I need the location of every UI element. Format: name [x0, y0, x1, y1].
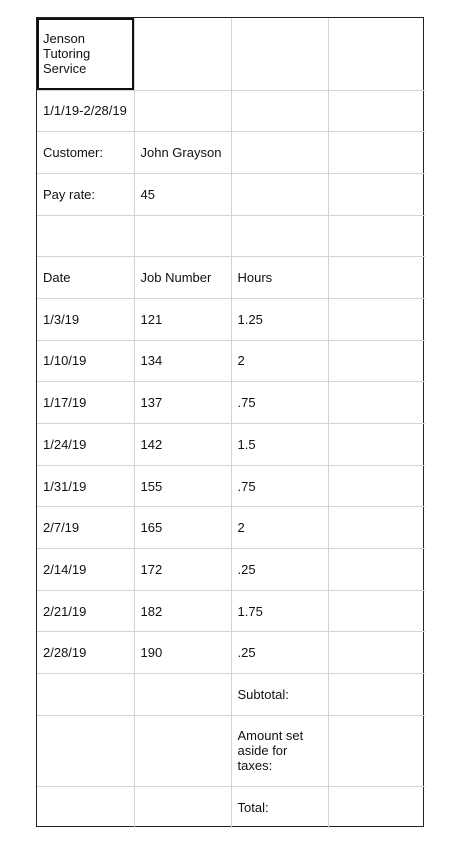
empty-cell[interactable] — [231, 132, 328, 174]
hours-value: 2 — [237, 520, 245, 536]
total-label: Total: — [237, 799, 269, 815]
payrate-value: 45 — [140, 186, 155, 202]
job-number-value: 155 — [140, 478, 163, 494]
table-row — [37, 632, 425, 674]
empty-cell[interactable] — [37, 786, 134, 828]
company-row — [37, 18, 425, 90]
empty-cell[interactable] — [134, 715, 231, 786]
payrate-label: Pay rate: — [43, 186, 96, 202]
empty-cell[interactable] — [231, 215, 328, 257]
hours-cell[interactable] — [231, 507, 328, 549]
taxes-value-cell[interactable] — [328, 715, 425, 786]
hours-cell[interactable] — [231, 632, 328, 674]
table-row — [37, 298, 425, 340]
job-number-header: Job Number — [140, 270, 212, 286]
billing-period: 1/1/19-2/28/19 — [43, 103, 127, 119]
empty-cell[interactable] — [37, 715, 134, 786]
job-cell[interactable] — [134, 298, 231, 340]
hours-value: 2 — [237, 353, 245, 369]
date-value: 1/17/19 — [43, 395, 87, 411]
job-number-value: 134 — [140, 353, 163, 369]
total-value-cell[interactable] — [328, 786, 425, 828]
payrate-label-cell[interactable] — [37, 173, 134, 215]
table-row — [37, 382, 425, 424]
job-number-value: 142 — [140, 436, 163, 452]
hours-value: .25 — [237, 645, 256, 661]
job-cell[interactable] — [134, 549, 231, 591]
company-name-cell[interactable] — [37, 18, 134, 90]
empty-cell[interactable] — [328, 549, 425, 591]
customer-label: Customer: — [43, 145, 103, 161]
hours-value: .75 — [237, 395, 256, 411]
table-row — [37, 507, 425, 549]
empty-cell[interactable] — [328, 173, 425, 215]
empty-cell[interactable] — [328, 340, 425, 382]
hours-value: 1.75 — [237, 603, 263, 619]
payrate-value-cell[interactable] — [134, 173, 231, 215]
hours-value: .25 — [237, 561, 256, 577]
job-number-value: 137 — [140, 395, 163, 411]
empty-cell[interactable] — [328, 590, 425, 632]
empty-cell[interactable] — [328, 215, 425, 257]
hours-cell[interactable] — [231, 549, 328, 591]
job-cell[interactable] — [134, 340, 231, 382]
hours-header-cell[interactable] — [231, 257, 328, 299]
invoice-table — [37, 18, 425, 828]
hours-value: 1.25 — [237, 311, 263, 327]
empty-cell[interactable] — [134, 18, 231, 90]
date-cell[interactable] — [37, 507, 134, 549]
empty-cell[interactable] — [37, 215, 134, 257]
hours-value: 1.5 — [237, 436, 256, 452]
subtotal-row — [37, 674, 425, 716]
empty-cell[interactable] — [328, 18, 425, 90]
date-value: 1/10/19 — [43, 353, 87, 369]
spreadsheet — [36, 17, 424, 827]
hours-value: .75 — [237, 478, 256, 494]
empty-cell[interactable] — [328, 132, 425, 174]
taxes-label-cell[interactable] — [231, 715, 328, 786]
empty-cell[interactable] — [134, 786, 231, 828]
empty-cell[interactable] — [328, 90, 425, 132]
taxes-row — [37, 715, 425, 786]
empty-cell[interactable] — [328, 465, 425, 507]
period-cell[interactable] — [37, 90, 134, 132]
date-cell[interactable] — [37, 424, 134, 466]
table-row — [37, 424, 425, 466]
date-cell[interactable] — [37, 382, 134, 424]
empty-cell[interactable] — [231, 18, 328, 90]
customer-value: John Grayson — [140, 145, 222, 161]
total-row — [37, 786, 425, 828]
date-value: 1/24/19 — [43, 436, 87, 452]
date-value: 1/31/19 — [43, 478, 87, 494]
job-cell[interactable] — [134, 465, 231, 507]
hours-cell[interactable] — [231, 465, 328, 507]
job-cell[interactable] — [134, 590, 231, 632]
job-number-value: 190 — [140, 645, 163, 661]
table-row — [37, 549, 425, 591]
date-value: 2/28/19 — [43, 645, 87, 661]
empty-cell[interactable] — [328, 632, 425, 674]
customer-value-cell[interactable] — [134, 132, 231, 174]
empty-cell[interactable] — [134, 674, 231, 716]
date-cell[interactable] — [37, 590, 134, 632]
subtotal-value-cell[interactable] — [328, 674, 425, 716]
date-value: 2/7/19 — [43, 520, 80, 536]
empty-cell[interactable] — [328, 257, 425, 299]
hours-cell[interactable] — [231, 590, 328, 632]
table-row — [37, 590, 425, 632]
empty-cell[interactable] — [37, 674, 134, 716]
job-number-value: 172 — [140, 561, 163, 577]
customer-label-cell[interactable] — [37, 132, 134, 174]
empty-cell[interactable] — [328, 298, 425, 340]
empty-cell[interactable] — [134, 90, 231, 132]
column-header-row — [37, 257, 425, 299]
hours-cell[interactable] — [231, 424, 328, 466]
period-row — [37, 90, 425, 132]
taxes-label: Amount set aside for taxes: — [237, 728, 304, 774]
hours-cell[interactable] — [231, 298, 328, 340]
empty-cell[interactable] — [328, 424, 425, 466]
hours-cell[interactable] — [231, 340, 328, 382]
job-cell[interactable] — [134, 382, 231, 424]
job-cell[interactable] — [134, 424, 231, 466]
date-value: 2/14/19 — [43, 561, 87, 577]
date-cell[interactable] — [37, 465, 134, 507]
customer-row — [37, 132, 425, 174]
date-cell[interactable] — [37, 549, 134, 591]
empty-cell[interactable] — [231, 173, 328, 215]
job-number-value: 121 — [140, 311, 163, 327]
empty-cell[interactable] — [328, 382, 425, 424]
job-cell[interactable] — [134, 632, 231, 674]
date-header: Date — [43, 270, 71, 286]
empty-cell[interactable] — [231, 90, 328, 132]
job-number-value: 165 — [140, 520, 163, 536]
table-row — [37, 465, 425, 507]
subtotal-label-cell[interactable] — [231, 674, 328, 716]
hours-header: Hours — [237, 270, 273, 286]
blank-row — [37, 215, 425, 257]
table-row — [37, 340, 425, 382]
hours-cell[interactable] — [231, 382, 328, 424]
date-cell[interactable] — [37, 632, 134, 674]
date-value: 2/21/19 — [43, 603, 87, 619]
date-value: 1/3/19 — [43, 311, 80, 327]
date-cell[interactable] — [37, 340, 134, 382]
subtotal-label: Subtotal: — [237, 686, 289, 702]
date-header-cell[interactable] — [37, 257, 134, 299]
total-label-cell[interactable] — [231, 786, 328, 828]
empty-cell[interactable] — [328, 507, 425, 549]
date-cell[interactable] — [37, 298, 134, 340]
job-number-value: 182 — [140, 603, 163, 619]
job-cell[interactable] — [134, 507, 231, 549]
job-header-cell[interactable] — [134, 257, 231, 299]
empty-cell[interactable] — [134, 215, 231, 257]
company-name: Jenson Tutoring Service — [43, 31, 91, 77]
payrate-row — [37, 173, 425, 215]
